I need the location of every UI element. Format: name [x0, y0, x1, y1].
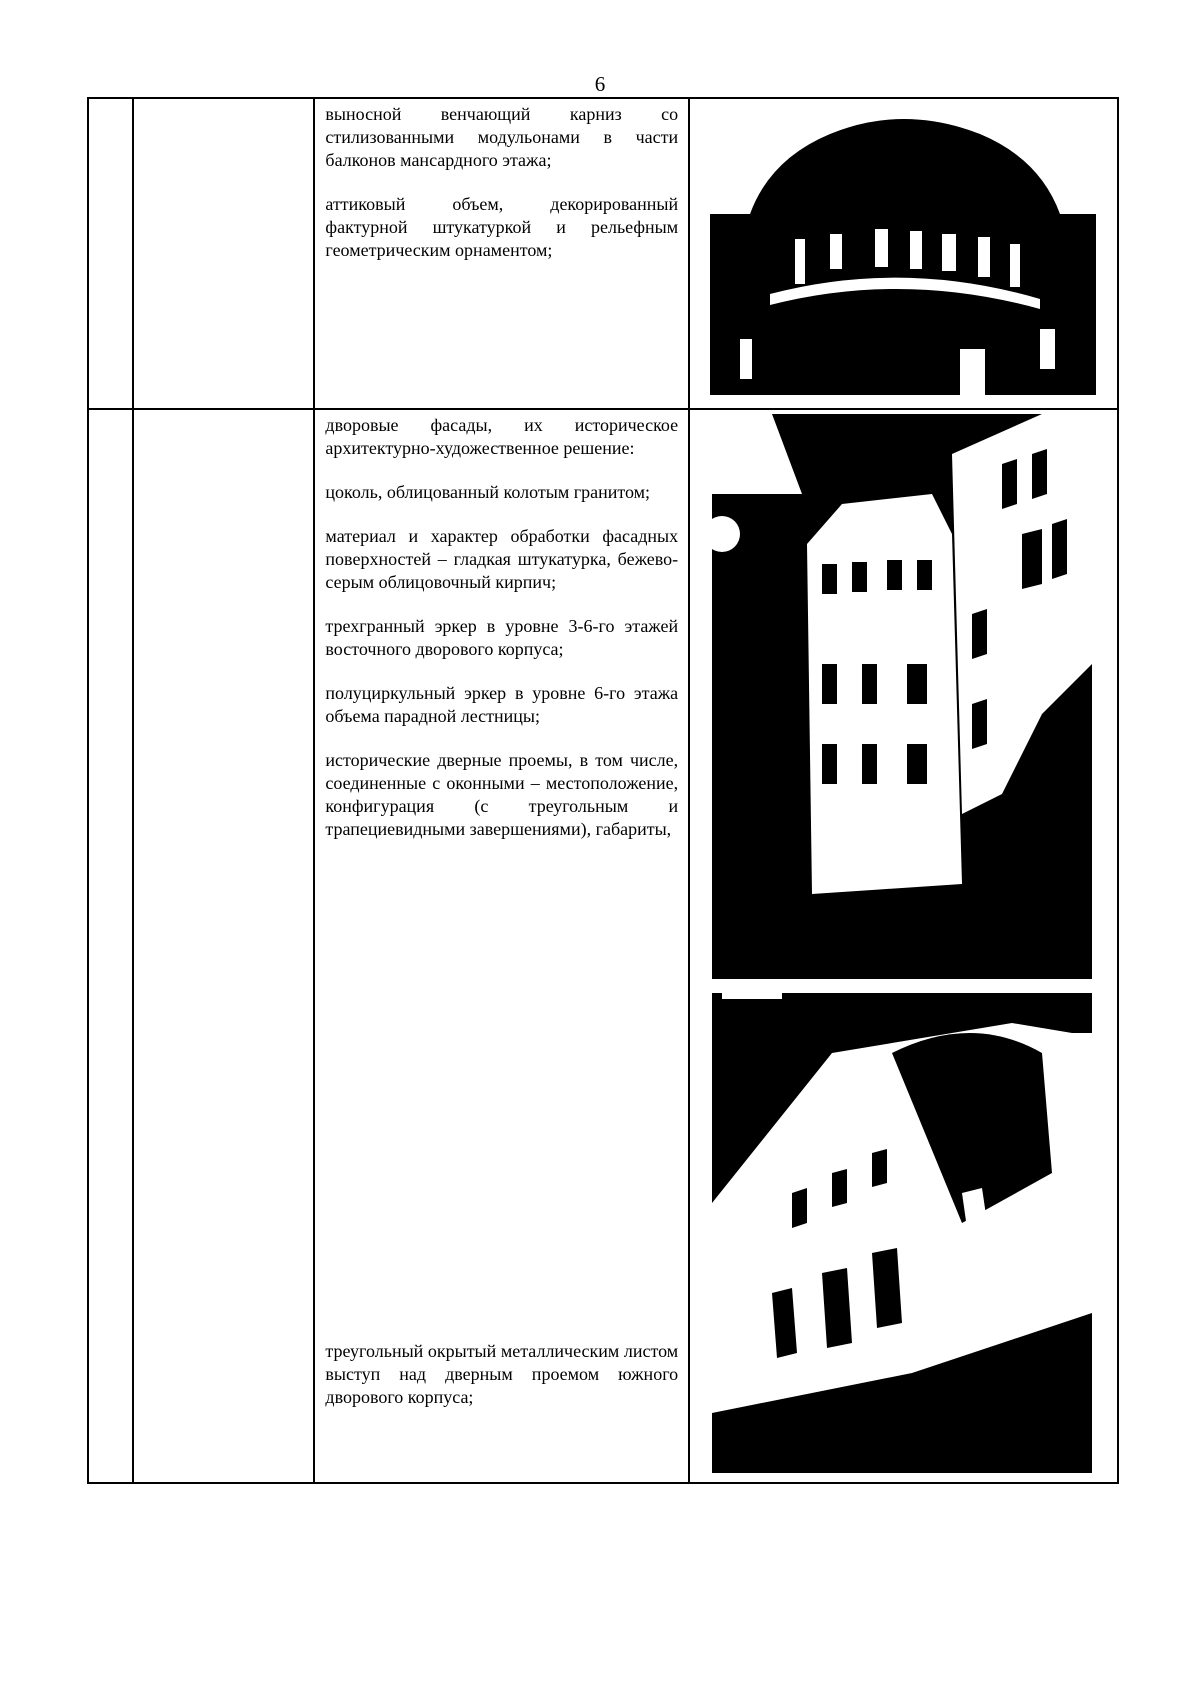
paragraph: трехгранный эркер в уровне 3-6-го этажей восточного дворового корпуса; [325, 616, 679, 659]
document-table [87, 97, 1119, 1484]
paragraph: аттиковый объем, декорированный фактурной штукатуркой и рельефным геометрическим орнаментом; [325, 194, 679, 260]
paragraph: выносной венчающий карниз со стилизованными модульонами в части балконов мансардного этажа; [325, 104, 679, 170]
paragraph: исторические дверные проемы, в том числе, соединенные с оконными – местоположение, конфигурация (с треугольным и трапециевидными завершениями), габариты, [325, 750, 679, 839]
courtyard-bay-photo [712, 993, 1092, 1473]
paragraph: треугольный окрытый металлическим листом выступ над дверным проемом южного дворового корпуса; [325, 1341, 679, 1407]
courtyard-facade-photo [712, 414, 1092, 979]
paragraph: дворовые фасады, их историческое архитектурно-художественное решение: [325, 415, 679, 458]
attic-tower-photo [710, 109, 1096, 395]
number-cell [88, 98, 133, 409]
name-cell [133, 409, 314, 1483]
paragraph: материал и характер обработки фасадных поверхностей – гладкая штукатурка, бежево-серым облицовочный кирпич; [325, 526, 679, 592]
description-cell [314, 98, 689, 409]
page-number: 6 [594, 72, 606, 96]
paragraph: цоколь, облицованный колотым гранитом; [325, 482, 651, 502]
table-row [88, 409, 1118, 1483]
photo-cell [689, 98, 1118, 409]
number-cell [88, 409, 133, 1483]
description-cell [314, 409, 689, 1483]
photo-cell [689, 409, 1118, 1483]
table-row [88, 98, 1118, 409]
paragraph: полуциркульный эркер в уровне 6-го этажа объема парадной лестницы; [325, 683, 679, 726]
name-cell [133, 98, 314, 409]
